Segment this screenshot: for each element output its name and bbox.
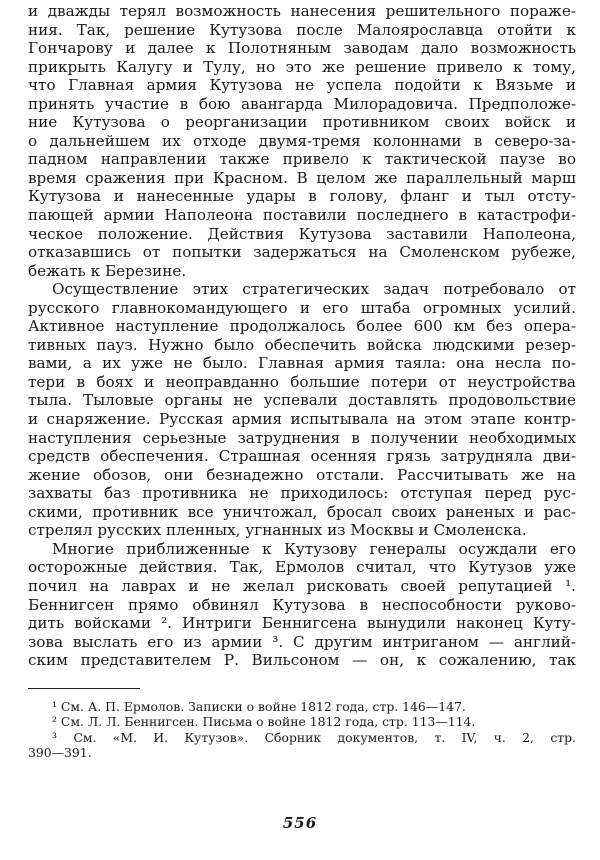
footnote-line: ² См. Л. Л. Беннигсен. Письма о войне 1812 года, стр. 113—114. [52, 714, 476, 730]
text-line: стрелял русских пленных, угнанных из Москвы и Смоленска. [28, 521, 527, 540]
paragraph-1 [28, 2, 576, 280]
text-line: дить войсками ². Интриги Беннигсена вынудили наконец Куту- [28, 614, 576, 633]
text-line: тивных пауз. Нужно было обеспечить войска людскими резер- [28, 335, 576, 354]
text-line: ческое положение. Действия Кутузова заставили Наполеона, [28, 224, 576, 243]
text-line: Гончарову и далее к Полотняным заводам дало возможность [28, 39, 576, 58]
text-line: Беннигсен прямо обвинял Кутузова в неспособности руково- [28, 595, 576, 614]
text-line: зова выслать его из армии ³. С другим интриганом — англий- [28, 632, 576, 651]
text-line: ние Кутузова о реорганизации противником своих войск и [28, 113, 576, 132]
footnote-separator [28, 688, 140, 689]
footnote-3 [28, 730, 576, 761]
page-number: 556 [282, 814, 318, 832]
text-line: время сражения при Красном. В целом же параллельный марш [28, 168, 576, 187]
text-line: почил на лаврах и не желал рисковать своей репутацией ¹. [28, 576, 576, 595]
text-line: тыла. Тыловые органы не успевали доставлять продовольствие [28, 391, 576, 410]
text-line: и снаряжение. Русская армия испытывала на этом этапе контр- [28, 410, 576, 429]
text-line: прикрыть Калугу и Тулу, но это же решение привело к тому, [28, 57, 576, 76]
text-line: скими, противник все уничтожал, бросал своих раненых и рас- [28, 502, 576, 521]
text-line: жение обозов, они безнадежно отстали. Рассчитывать же на [28, 465, 576, 484]
text-line: что Главная армия Кутузова не успела подойти к Вязьме и [28, 76, 576, 95]
text-line: бежать к Березине. [28, 261, 187, 280]
text-line: Осуществление этих стратегических задач потребовало от [52, 280, 576, 299]
text-line: Многие приближенные к Кутузову генералы осуждали его [52, 539, 576, 558]
footnote-line: ³ См. «М. И. Кутузов». Сборник документов, т. IV, ч. 2, стр. [52, 729, 576, 745]
text-line: средств обеспечения. Страшная осенняя грязь затрудняла дви- [28, 447, 576, 466]
text-line: захваты баз противника не приходилось: отступая перед рус- [28, 484, 576, 503]
paragraph-3 [28, 540, 576, 670]
footnote-2 [28, 714, 576, 730]
text-line: тери в боях и неоправданно большие потери от неустройства [28, 372, 576, 391]
footnote-1 [28, 699, 576, 715]
text-line: пающей армии Наполеона поставили последнего в катастрофи- [28, 206, 576, 225]
text-line: осторожные действия. Так, Ермолов считал, что Кутузов уже [28, 558, 576, 577]
text-line: отказавшись от попытки задержаться на Смоленском рубеже, [28, 243, 576, 262]
text-line: Активное наступление продолжалось более 600 км без опера- [28, 317, 576, 336]
text-line: ским представителем Р. Вильсоном — он, к сожалению, так [28, 651, 576, 670]
text-line: ния. Так, решение Кутузова после Малоярославца отойти к [28, 20, 576, 39]
text-line: о дальнейшем их отходе двумя-тремя колоннами в северо-за- [28, 131, 576, 150]
text-line: принять участие в бою авангарда Милорадовича. Предположе- [28, 94, 576, 113]
text-line: вами, а их уже не было. Главная армия таяла: она несла по- [28, 354, 576, 373]
page-body [28, 2, 576, 761]
text-line: русского главнокомандующего и его штаба огромных усилий. [28, 298, 576, 317]
text-line: Кутузова и нанесенные удары в голову, фланг и тыл отсту- [28, 187, 576, 206]
text-line: и дважды терял возможность нанесения решительного пораже- [28, 2, 576, 20]
text-line: падном направлении также привело к тактической паузе во [28, 150, 576, 169]
footnote-line: 390—391. [28, 745, 92, 761]
footnote-line: ¹ См. А. П. Ермолов. Записки о войне 1812 года, стр. 146—147. [52, 698, 466, 714]
text-line: наступления серьезные затруднения в получении необходимых [28, 428, 576, 447]
paragraph-2 [28, 280, 576, 540]
